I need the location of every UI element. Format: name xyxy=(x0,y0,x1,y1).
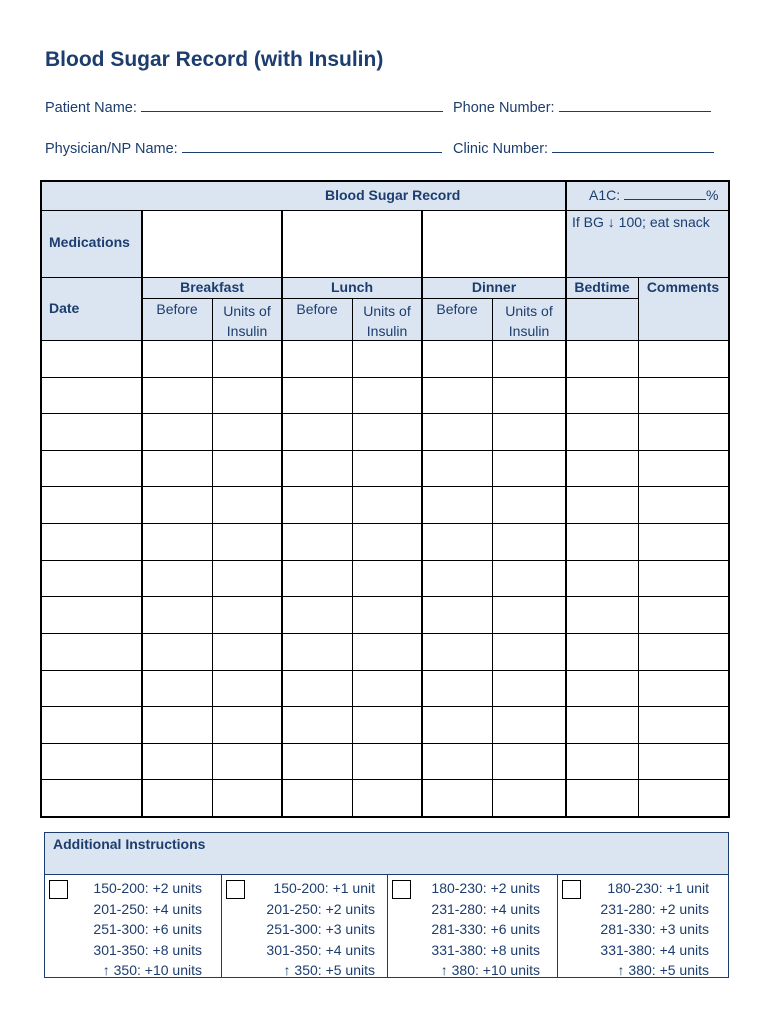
divider xyxy=(42,210,728,211)
breakfast-units-header xyxy=(212,301,282,341)
breakfast-before-cell[interactable] xyxy=(143,779,212,816)
lunch-insulin-cell[interactable] xyxy=(353,779,421,816)
breakfast-units-line2: Insulin xyxy=(226,323,268,339)
scale-line: ↑ 350: +5 units xyxy=(283,962,375,978)
scale-list xyxy=(266,878,375,981)
row-divider xyxy=(42,633,728,634)
breakfast-before-header: Before xyxy=(156,301,198,317)
phone-number-row xyxy=(453,99,711,116)
bedtime-cell[interactable] xyxy=(567,523,638,560)
row-divider xyxy=(42,486,728,487)
lunch-before-cell[interactable] xyxy=(283,486,352,523)
dinner-insulin-cell[interactable] xyxy=(493,413,565,450)
scale-line: 150-200: +2 units xyxy=(93,880,202,896)
scale-line: 201-250: +2 units xyxy=(266,900,375,917)
date-cell[interactable] xyxy=(42,523,141,560)
patient-name-row xyxy=(45,99,443,116)
comments-cell[interactable] xyxy=(639,377,728,414)
snack-note: If BG ↓ 100; eat snack xyxy=(572,214,710,230)
lunch-before-cell[interactable] xyxy=(283,779,352,816)
row-divider xyxy=(42,706,728,707)
patient-name-label: Patient Name: xyxy=(45,100,137,116)
breakfast-insulin-cell[interactable] xyxy=(213,743,281,780)
physician-name-row xyxy=(45,140,442,157)
scale-list xyxy=(431,878,540,981)
medication-box-breakfast[interactable] xyxy=(142,210,282,277)
date-cell[interactable] xyxy=(42,486,141,523)
dinner-before-cell[interactable] xyxy=(423,340,492,377)
row-divider xyxy=(42,413,728,414)
row-divider xyxy=(42,450,728,451)
dinner-insulin-cell[interactable] xyxy=(493,706,565,743)
bedtime-cell[interactable] xyxy=(567,377,638,414)
breakfast-insulin-cell[interactable] xyxy=(213,596,281,633)
sliding-scale-option xyxy=(45,875,221,978)
a1c-field[interactable] xyxy=(624,188,706,200)
comments-header: Comments xyxy=(646,279,720,295)
breakfast-insulin-cell[interactable] xyxy=(213,450,281,487)
date-cell[interactable] xyxy=(42,743,141,780)
sliding-scale-option xyxy=(221,875,387,978)
lunch-insulin-cell[interactable] xyxy=(353,523,421,560)
dinner-before-cell[interactable] xyxy=(423,560,492,597)
patient-name-field[interactable] xyxy=(141,99,443,112)
a1c-label xyxy=(589,187,718,203)
lunch-before-header: Before xyxy=(296,301,338,317)
breakfast-insulin-cell[interactable] xyxy=(213,340,281,377)
scale-line: 231-280: +2 units xyxy=(600,900,709,917)
scale-checkbox[interactable] xyxy=(49,880,68,899)
breakfast-before-cell[interactable] xyxy=(143,486,212,523)
lunch-insulin-cell[interactable] xyxy=(353,413,421,450)
phone-number-label: Phone Number: xyxy=(453,100,555,116)
lunch-insulin-cell[interactable] xyxy=(353,340,421,377)
comments-cell[interactable] xyxy=(639,450,728,487)
bedtime-cell[interactable] xyxy=(567,486,638,523)
date-cell[interactable] xyxy=(42,340,141,377)
phone-number-field[interactable] xyxy=(559,99,711,112)
date-cell[interactable] xyxy=(42,596,141,633)
comments-cell[interactable] xyxy=(639,743,728,780)
lunch-units-line2: Insulin xyxy=(366,323,408,339)
dinner-insulin-cell[interactable] xyxy=(493,450,565,487)
comments-cell[interactable] xyxy=(639,560,728,597)
date-cell[interactable] xyxy=(42,706,141,743)
dinner-before-cell[interactable] xyxy=(423,779,492,816)
lunch-before-cell[interactable] xyxy=(283,743,352,780)
breakfast-insulin-cell[interactable] xyxy=(213,413,281,450)
clinic-number-row xyxy=(453,140,714,157)
bedtime-cell[interactable] xyxy=(567,779,638,816)
dinner-before-cell[interactable] xyxy=(423,486,492,523)
meal-header-breakfast: Breakfast xyxy=(180,279,244,295)
comments-cell[interactable] xyxy=(639,670,728,707)
date-cell[interactable] xyxy=(42,450,141,487)
lunch-before-cell[interactable] xyxy=(283,340,352,377)
row-divider xyxy=(42,523,728,524)
dinner-insulin-cell[interactable] xyxy=(493,779,565,816)
breakfast-insulin-cell[interactable] xyxy=(213,377,281,414)
dinner-insulin-cell[interactable] xyxy=(493,486,565,523)
additional-instructions xyxy=(44,832,729,978)
scale-checkbox[interactable] xyxy=(562,880,581,899)
bedtime-header: Bedtime xyxy=(574,279,630,295)
scale-line: 150-200: +1 unit xyxy=(273,880,375,896)
scale-line: ↑ 350: +10 units xyxy=(102,962,202,978)
sliding-scale-option xyxy=(387,875,557,978)
sliding-scale-option xyxy=(557,875,728,978)
comments-cell[interactable] xyxy=(639,779,728,816)
lunch-before-cell[interactable] xyxy=(283,413,352,450)
lunch-insulin-cell[interactable] xyxy=(353,560,421,597)
row-divider xyxy=(42,779,728,780)
scale-line: 301-350: +4 units xyxy=(266,941,375,958)
breakfast-insulin-cell[interactable] xyxy=(213,633,281,670)
row-divider xyxy=(42,743,728,744)
breakfast-before-cell[interactable] xyxy=(143,633,212,670)
dinner-before-cell[interactable] xyxy=(423,743,492,780)
lunch-before-cell[interactable] xyxy=(283,633,352,670)
physician-name-label: Physician/NP Name: xyxy=(45,141,178,157)
dinner-units-header xyxy=(492,301,566,341)
dinner-before-cell[interactable] xyxy=(423,596,492,633)
lunch-before-cell[interactable] xyxy=(283,377,352,414)
dinner-insulin-cell[interactable] xyxy=(493,633,565,670)
breakfast-insulin-cell[interactable] xyxy=(213,670,281,707)
scale-line: 301-350: +8 units xyxy=(93,941,202,958)
dinner-before-cell[interactable] xyxy=(423,377,492,414)
lunch-units-header xyxy=(352,301,422,341)
record-header-title: Blood Sugar Record xyxy=(325,187,461,203)
scale-checkbox[interactable] xyxy=(226,880,245,899)
scale-checkbox[interactable] xyxy=(392,880,411,899)
scale-line: 331-380: +4 units xyxy=(600,941,709,958)
additional-instructions-header xyxy=(45,833,728,875)
comments-cell[interactable] xyxy=(639,633,728,670)
breakfast-units-line1: Units of xyxy=(223,303,271,319)
dinner-insulin-cell[interactable] xyxy=(493,560,565,597)
additional-instructions-title: Additional Instructions xyxy=(53,836,206,852)
medication-box-lunch[interactable] xyxy=(282,210,422,277)
comments-cell[interactable] xyxy=(639,706,728,743)
dinner-insulin-cell[interactable] xyxy=(493,340,565,377)
dinner-before-cell[interactable] xyxy=(423,706,492,743)
scale-list xyxy=(93,878,202,981)
lunch-insulin-cell[interactable] xyxy=(353,706,421,743)
row-divider xyxy=(42,596,728,597)
clinic-number-field[interactable] xyxy=(552,140,714,153)
dinner-before-cell[interactable] xyxy=(423,413,492,450)
dinner-before-cell[interactable] xyxy=(423,450,492,487)
bedtime-cell[interactable] xyxy=(567,743,638,780)
meal-header-dinner: Dinner xyxy=(471,279,517,295)
date-cell[interactable] xyxy=(42,779,141,816)
lunch-insulin-cell[interactable] xyxy=(353,450,421,487)
breakfast-before-cell[interactable] xyxy=(143,743,212,780)
breakfast-before-cell[interactable] xyxy=(143,450,212,487)
lunch-before-cell[interactable] xyxy=(283,560,352,597)
divider xyxy=(566,298,638,299)
scale-line: ↑ 380: +5 units xyxy=(617,962,709,978)
row-label-band xyxy=(42,210,142,340)
date-cell[interactable] xyxy=(42,413,141,450)
scale-line: 331-380: +8 units xyxy=(431,941,540,958)
comments-cell[interactable] xyxy=(639,523,728,560)
breakfast-before-cell[interactable] xyxy=(143,523,212,560)
comments-cell[interactable] xyxy=(639,486,728,523)
lunch-insulin-cell[interactable] xyxy=(353,377,421,414)
bedtime-cell[interactable] xyxy=(567,560,638,597)
dinner-insulin-cell[interactable] xyxy=(493,523,565,560)
divider xyxy=(42,277,728,278)
lunch-before-cell[interactable] xyxy=(283,450,352,487)
breakfast-before-cell[interactable] xyxy=(143,560,212,597)
a1c-label-text: A1C: xyxy=(589,187,621,203)
bedtime-cell[interactable] xyxy=(567,633,638,670)
breakfast-before-cell[interactable] xyxy=(143,670,212,707)
lunch-insulin-cell[interactable] xyxy=(353,486,421,523)
bedtime-cell[interactable] xyxy=(567,706,638,743)
bedtime-cell[interactable] xyxy=(567,340,638,377)
lunch-insulin-cell[interactable] xyxy=(353,670,421,707)
dinner-before-header: Before xyxy=(436,301,478,317)
row-divider xyxy=(42,670,728,671)
comments-cell[interactable] xyxy=(639,596,728,633)
scale-line: 201-250: +4 units xyxy=(93,900,202,917)
lunch-before-cell[interactable] xyxy=(283,706,352,743)
lunch-insulin-cell[interactable] xyxy=(353,743,421,780)
date-label: Date xyxy=(49,300,80,316)
dinner-insulin-cell[interactable] xyxy=(493,743,565,780)
breakfast-before-cell[interactable] xyxy=(143,413,212,450)
date-cell[interactable] xyxy=(42,670,141,707)
date-cell[interactable] xyxy=(42,377,141,414)
breakfast-insulin-cell[interactable] xyxy=(213,523,281,560)
blood-sugar-record-table xyxy=(40,180,730,818)
bedtime-cell[interactable] xyxy=(567,596,638,633)
comments-cell[interactable] xyxy=(639,340,728,377)
scale-line: 180-230: +2 units xyxy=(431,880,540,896)
breakfast-insulin-cell[interactable] xyxy=(213,706,281,743)
breakfast-insulin-cell[interactable] xyxy=(213,560,281,597)
scale-list xyxy=(600,878,709,981)
row-divider xyxy=(42,560,728,561)
breakfast-insulin-cell[interactable] xyxy=(213,486,281,523)
dinner-before-cell[interactable] xyxy=(423,633,492,670)
scale-line: 251-300: +3 units xyxy=(266,921,375,937)
meal-header-lunch: Lunch xyxy=(331,279,373,295)
dinner-units-line2: Insulin xyxy=(508,323,550,339)
date-cell[interactable] xyxy=(42,560,141,597)
scale-line: 231-280: +4 units xyxy=(431,900,540,917)
page-title: Blood Sugar Record (with Insulin) xyxy=(45,48,384,71)
date-cell[interactable] xyxy=(42,633,141,670)
dinner-before-cell[interactable] xyxy=(423,523,492,560)
breakfast-before-cell[interactable] xyxy=(143,596,212,633)
lunch-before-cell[interactable] xyxy=(283,596,352,633)
bedtime-cell[interactable] xyxy=(567,413,638,450)
physician-name-field[interactable] xyxy=(182,140,442,153)
scale-line: 180-230: +1 unit xyxy=(607,880,709,896)
comments-cell[interactable] xyxy=(639,413,728,450)
dinner-before-cell[interactable] xyxy=(423,670,492,707)
dinner-insulin-cell[interactable] xyxy=(493,596,565,633)
dinner-insulin-cell[interactable] xyxy=(493,377,565,414)
breakfast-insulin-cell[interactable] xyxy=(213,779,281,816)
dinner-units-line1: Units of xyxy=(505,303,553,319)
divider xyxy=(142,298,566,299)
bedtime-cell[interactable] xyxy=(567,450,638,487)
lunch-units-line1: Units of xyxy=(363,303,411,319)
lunch-insulin-cell[interactable] xyxy=(353,633,421,670)
lunch-before-cell[interactable] xyxy=(283,670,352,707)
lunch-insulin-cell[interactable] xyxy=(353,596,421,633)
breakfast-before-cell[interactable] xyxy=(143,706,212,743)
scale-line: ↑ 380: +10 units xyxy=(440,962,540,978)
clinic-number-label: Clinic Number: xyxy=(453,141,549,157)
breakfast-before-cell[interactable] xyxy=(143,340,212,377)
scale-line: 281-330: +3 units xyxy=(600,921,709,937)
scale-line: 251-300: +6 units xyxy=(93,921,202,937)
lunch-before-cell[interactable] xyxy=(283,523,352,560)
dinner-insulin-cell[interactable] xyxy=(493,670,565,707)
scale-line: 281-330: +6 units xyxy=(431,921,540,937)
row-divider xyxy=(42,377,728,378)
breakfast-before-cell[interactable] xyxy=(143,377,212,414)
medications-label: Medications xyxy=(49,234,130,250)
a1c-unit: % xyxy=(706,187,719,203)
medication-box-dinner[interactable] xyxy=(422,210,566,277)
bedtime-cell[interactable] xyxy=(567,670,638,707)
